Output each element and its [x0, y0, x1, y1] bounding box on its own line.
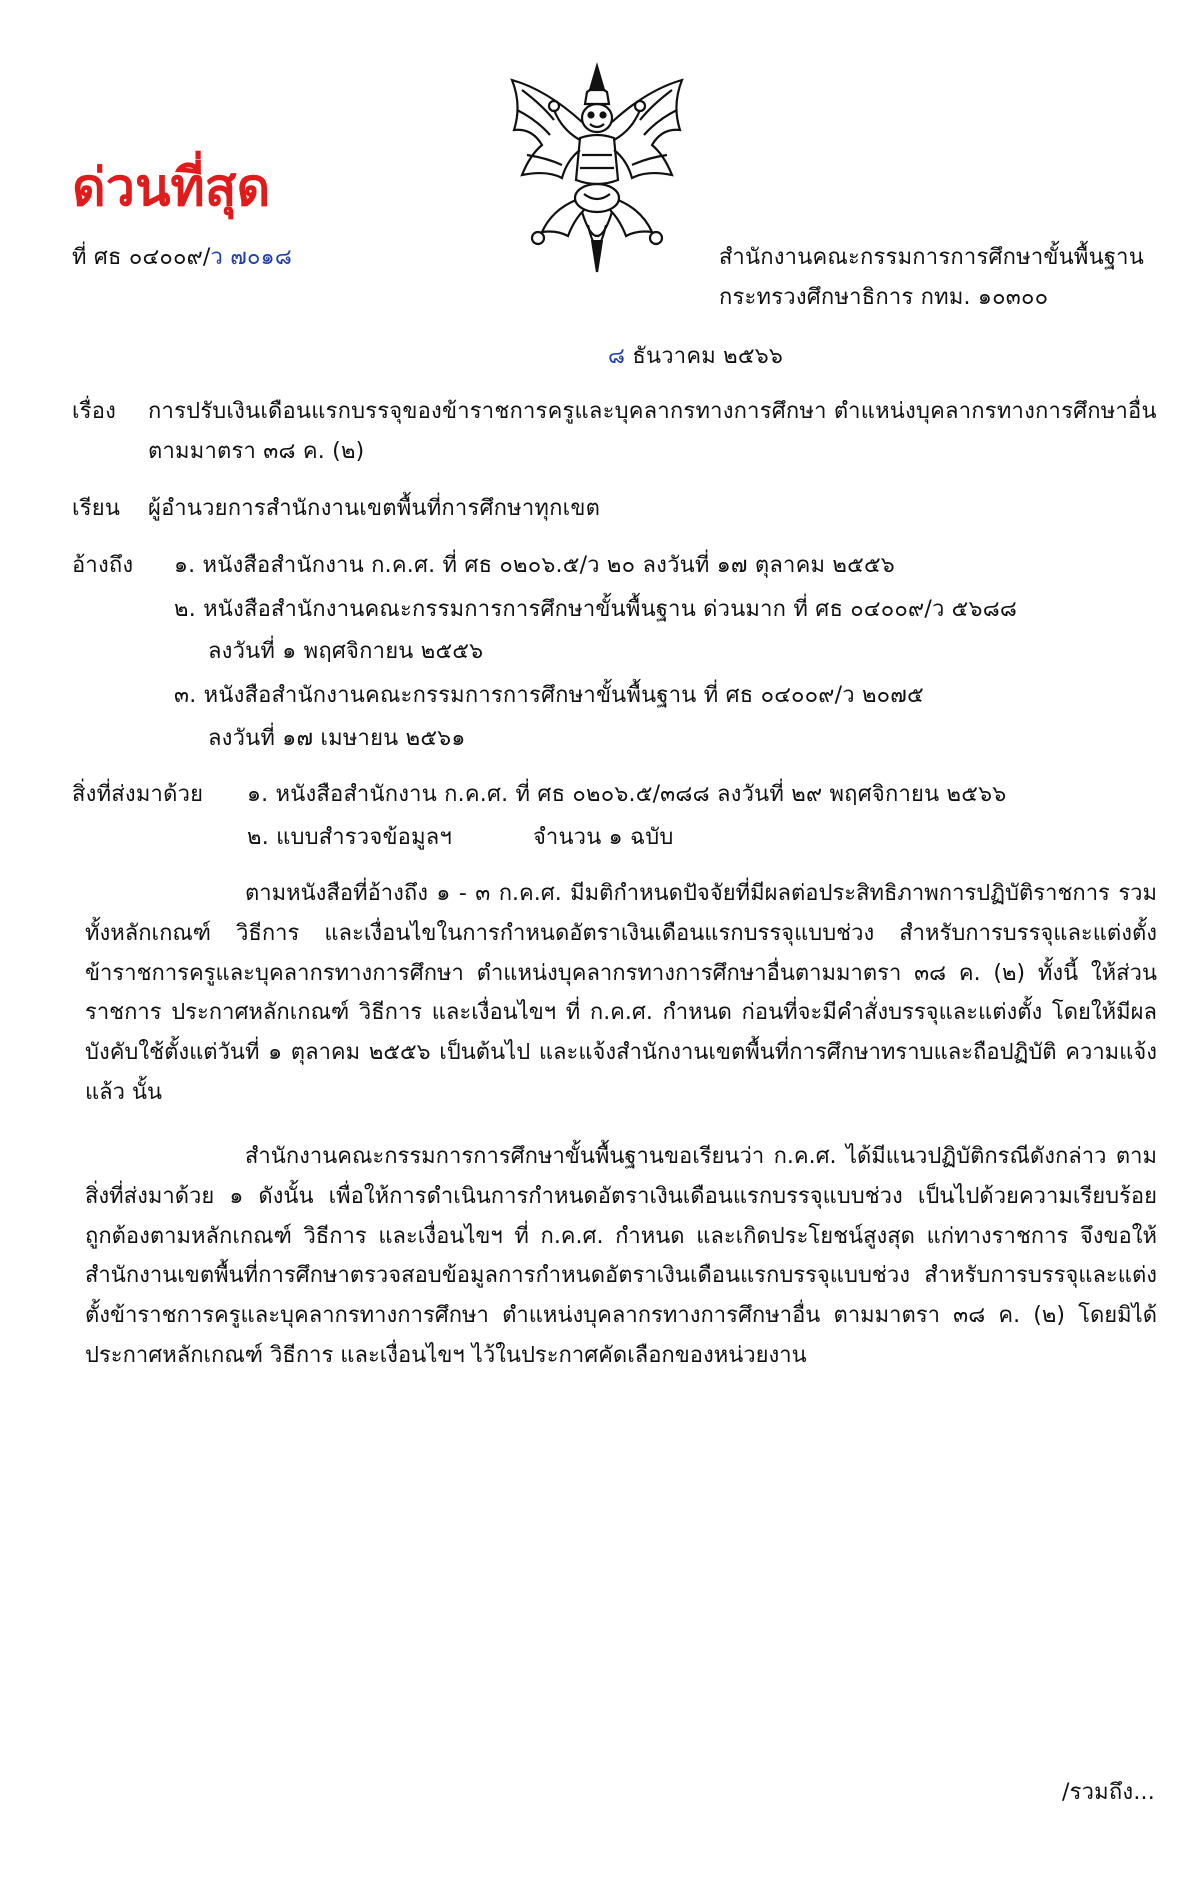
enclosure-quantity: จำนวน ๑ ฉบับ	[533, 825, 674, 850]
date-month-year: ธันวาคม ๒๕๖๖	[625, 344, 784, 369]
salutation-label: เรียน	[72, 496, 121, 521]
reference-item: ๒. หนังสือสำนักงานคณะกรรมการการศึกษาขั้นพื้นฐาน ด่วนมาก ที่ ศธ ๐๔๐๐๙/ว ๕๖๘๘	[174, 597, 1018, 622]
subject-line-1: การปรับเงินเดือนแรกบรรจุของข้าราชการครูและบุคลากรทางการศึกษา ตำแหน่งบุคลากรทางการศึกษาอื่น	[148, 399, 1157, 424]
document-date	[608, 342, 783, 372]
enclosure-item: ๒. แบบสำรวจข้อมูลฯ	[247, 825, 453, 850]
office-name: สำนักงานคณะกรรมการการศึกษาขั้นพื้นฐาน	[719, 245, 1144, 270]
subject-line-2: ตามมาตรา ๓๘ ค. (๒)	[148, 439, 365, 464]
subject-label: เรื่อง	[72, 399, 117, 424]
reference-item: ๓. หนังสือสำนักงานคณะกรรมการการศึกษาขั้นพื้นฐาน ที่ ศธ ๐๔๐๐๙/ว ๒๐๗๕	[174, 683, 924, 708]
references-label: อ้างถึง	[72, 553, 134, 578]
date-day: ๘	[608, 344, 626, 369]
body-paragraph-1: ตามหนังสือที่อ้างถึง ๑ - ๓ ก.ค.ศ. มีมติกำหนดปัจจัยที่มีผลต่อประสิทธิภาพการปฏิบัติราชการ รวมทั้งหลักเกณฑ์ วิธีการ และเงื่อนไขในการกำหนดอัตราเงินเดือนแรกบรรจุแบบช่วง สำหรับการบรรจุและแต่งตั้งข้าราชการครูและบุคลากรทางการศึกษา ตำแหน่งบุคลากรทางการศึกษาอื่นตามมาตรา ๓๘ ค. (๒) ทั้งนี้ ให้ส่วนราชการ ประกาศหลักเกณฑ์ วิธีการ และเงื่อนไขฯ ที่ ก.ค.ศ. กำหนด ก่อนที่จะมีคำสั่งบรรจุและแต่งตั้ง โดยให้มีผลบังคับใช้ตั้งแต่วันที่ ๑ ตุลาคม ๒๕๕๖ เป็นต้นไป และแจ้งสำนักงานเขตพื้นที่การศึกษาทราบและถือปฏิบัติ ความแจ้งแล้ว นั้น	[85, 881, 1157, 1105]
garuda-emblem-icon	[492, 60, 702, 275]
enclosures-label: สิ่งที่ส่งมาด้วย	[72, 782, 204, 807]
reference-handwritten-number: ว ๗๐๑๘	[210, 245, 293, 270]
reference-prefix: ที่ ศธ ๐๔๐๐๙/	[72, 245, 211, 270]
page-continuation: /รวมถึง...	[1062, 1780, 1155, 1805]
office-address: กระทรวงศึกษาธิการ กทม. ๑๐๓๐๐	[719, 285, 1049, 310]
reference-item: ๑. หนังสือสำนักงาน ก.ค.ศ. ที่ ศธ ๐๒๐๖.๕/ว ๒๐ ลงวันที่ ๑๗ ตุลาคม ๒๕๕๖	[174, 553, 895, 578]
body-paragraph-2: สำนักงานคณะกรรมการการศึกษาขั้นพื้นฐานขอเรียนว่า ก.ค.ศ. ได้มีแนวปฏิบัติกรณีดังกล่าว ตามสิ่งที่ส่งมาด้วย ๑ ดังนั้น เพื่อให้การดำเนินการกำหนดอัตราเงินเดือนแรกบรรจุแบบช่วง เป็นไปด้วยความเรียบร้อย ถูกต้องตามหลักเกณฑ์ วิธีการ และเงื่อนไขฯ ที่ ก.ค.ศ. กำหนด และเกิดประโยชน์สูงสุด แก่ทางราชการ จึงขอให้สำนักงานเขตพื้นที่การศึกษาตรวจสอบข้อมูลการกำหนดอัตราเงินเดือนแรกบรรจุแบบช่วง สำหรับการบรรจุและแต่งตั้งข้าราชการครูและบุคลากรทางการศึกษา ตำแหน่งบุคลากรทางการศึกษาอื่น ตามมาตรา ๓๘ ค. (๒) โดยมิได้ประกาศหลักเกณฑ์ วิธีการ และเงื่อนไขฯ ไว้ในประกาศคัดเลือกของหน่วยงาน	[85, 1144, 1157, 1368]
reference-item-continued: ลงวันที่ ๑๗ เมษายน ๒๕๖๑	[208, 726, 466, 751]
urgency-label: ด่วนที่สุด	[72, 158, 271, 218]
reference-number	[72, 243, 292, 273]
salutation-recipient: ผู้อำนวยการสำนักงานเขตพื้นที่การศึกษาทุกเขต	[148, 496, 601, 521]
reference-item-continued: ลงวันที่ ๑ พฤศจิกายน ๒๕๕๖	[208, 639, 484, 664]
enclosure-item: ๑. หนังสือสำนักงาน ก.ค.ศ. ที่ ศธ ๐๒๐๖.๕/๓๘๘ ลงวันที่ ๒๙ พฤศจิกายน ๒๕๖๖	[247, 782, 1007, 807]
